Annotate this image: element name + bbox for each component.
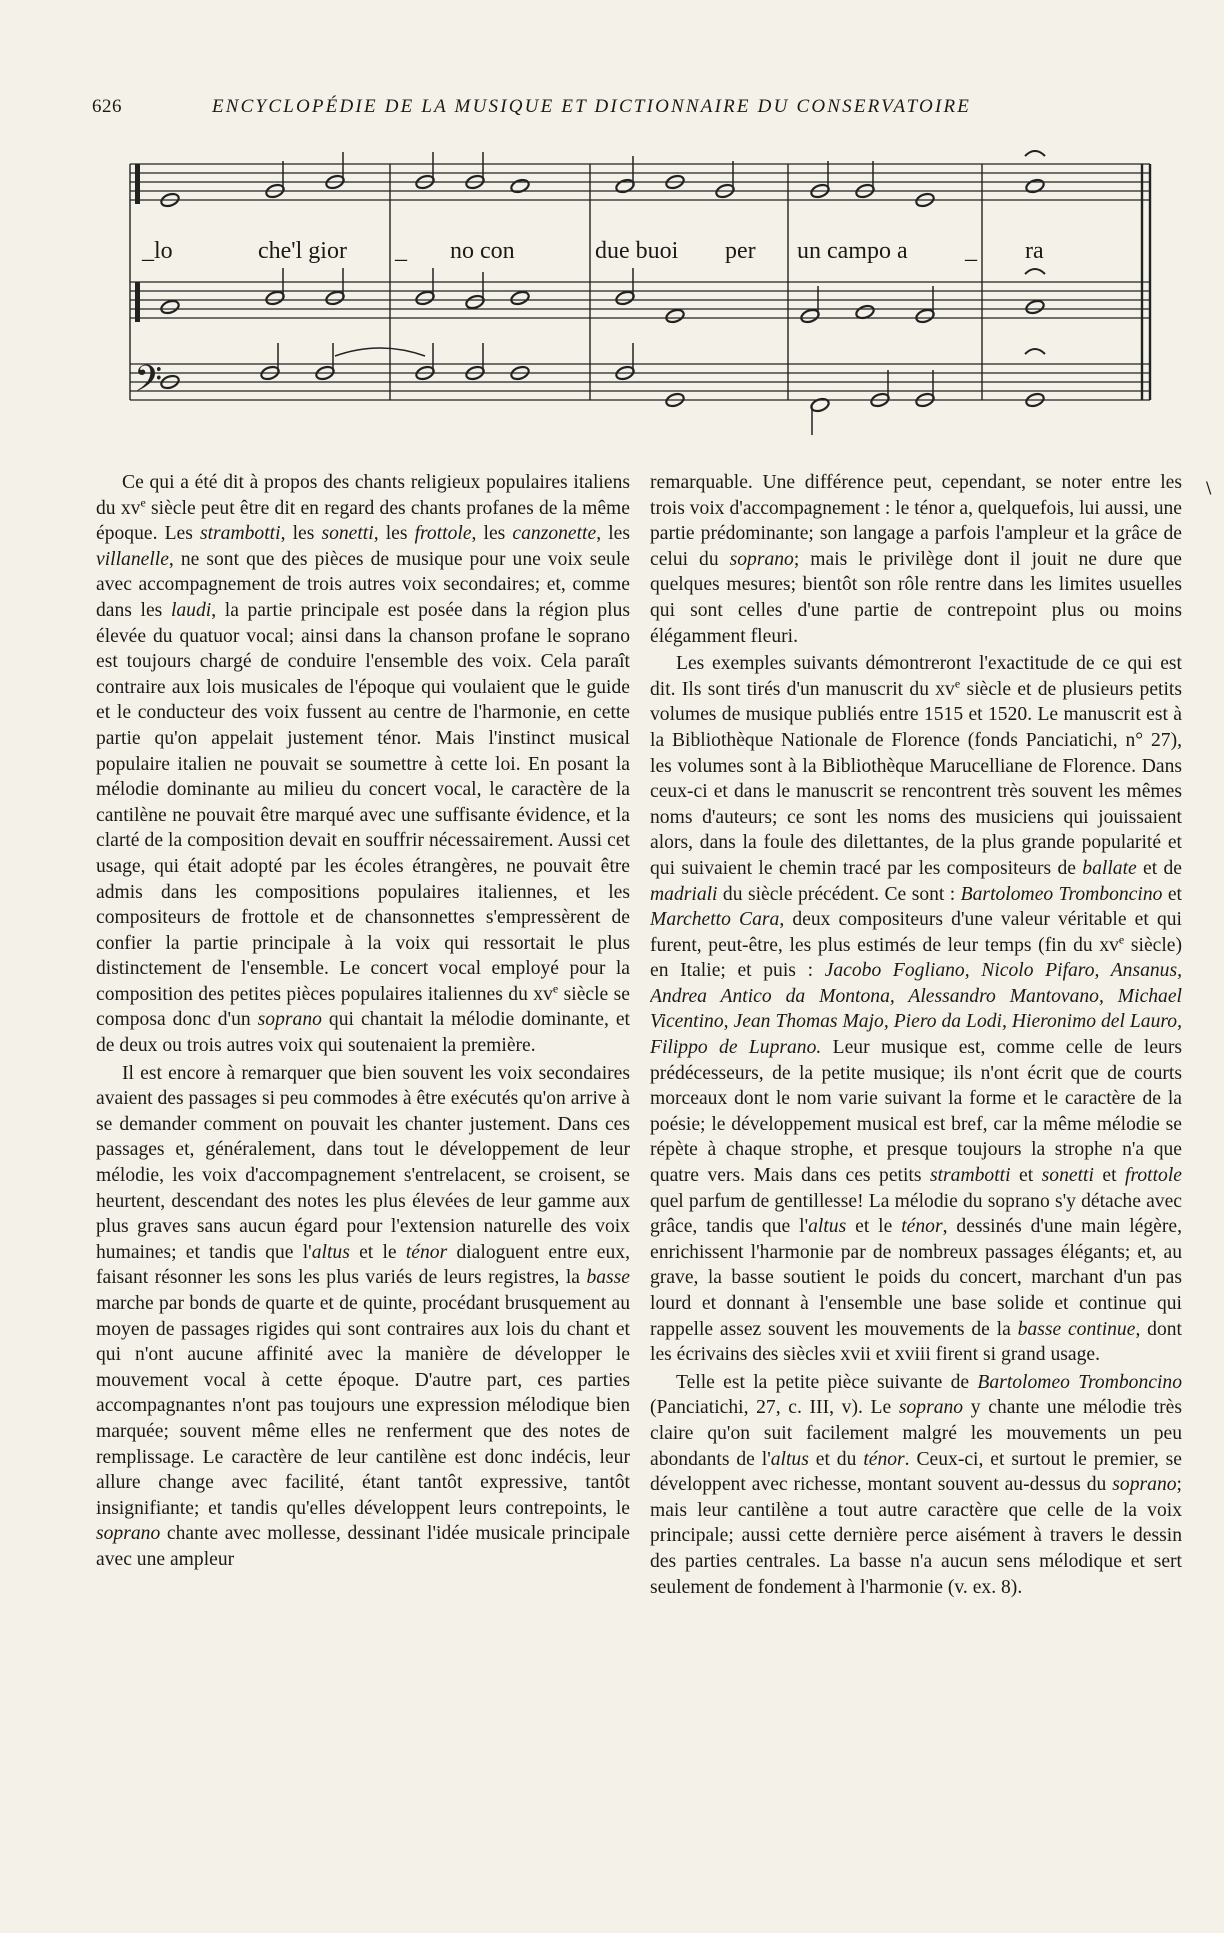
text-run: siècle peut être dit en regard des chants profanes de la même époque. Les bbox=[96, 497, 630, 545]
italic-text: soprano bbox=[257, 1009, 322, 1031]
text-run: quel parfum de gentillesse! La mélodie du soprano s'y détache avec grâce, tandis que l' bbox=[650, 1190, 1182, 1238]
text-run: , la partie principale est posée dans la région plus élevée du quatuor vocal; ainsi dans la chanson profane le soprano est toujours chargé de conduire l'ensemble des voix. Cela paraît contraire aux lois musicales de l'époque qui voulaient que le guide et le conducteur des voix fussent au centre de l'harmonie, en cette partie qu'on appelait justement ténor. Mais l'instinct musical populaire italien ne pouvait se soumettre à cette loi. En posant la mélodie dominante au milieu du concert vocal, le caractère de la cantilène ne pouvait être marqué avec une suffisante évidence, et la clarté de la composition devait en souffrir nécessairement. Aussi cet usage, qui était adopté par les écoles étrangères, ne pouvait être admis dans les compositions populaires italiennes, et les compositeurs de frottole et de chansonnettes s'empressèrent de confier la partie principale à la voix qui ressortait le plus distinctement de l'ensemble. Le concert vocal employé pour la composition des petites pièces populaires italiennes du xv bbox=[96, 599, 630, 1005]
italic-text: madriali bbox=[650, 883, 718, 905]
paragraph bbox=[650, 651, 1182, 1368]
text-run: , ne sont que des pièces de musique pour une voix seule avec accompagnement de trois autres voix secondaires; et, comme dans les bbox=[96, 548, 630, 621]
lyric-syllable: _ bbox=[395, 238, 407, 264]
slur bbox=[335, 348, 425, 356]
margin-mark: \ bbox=[1206, 478, 1212, 497]
text-run: Ce qui a été dit à propos des chants religieux populaires italiens du xv bbox=[96, 472, 630, 519]
note-head bbox=[615, 290, 636, 306]
text-run: , les bbox=[373, 523, 415, 545]
italic-text: ténor bbox=[863, 1448, 905, 1470]
text-run: Il est encore à remarquer que bien souvent les voix secondaires avaient des passages si peu commodes à être exécutés qu'on arrive à se demander comment on pouvait les chanter justement. Dans ces passages et, généralement, dans tout le développement de leur mélodie, les voix d'accompagnement s'entrelacent, se croisent, se heurtent, descendant des notes les plus élevées de leur gamme aux plus graves sans aucun égard pour l'extension naturelle des voix humaines; et tandis que l' bbox=[96, 1062, 630, 1263]
fermata bbox=[1025, 349, 1045, 354]
paragraph bbox=[96, 1061, 630, 1573]
italic-text: basse continue bbox=[1017, 1318, 1136, 1340]
bass-staff bbox=[130, 364, 1150, 400]
superscript: e bbox=[1118, 932, 1125, 947]
superscript: e bbox=[140, 495, 146, 510]
paragraph bbox=[650, 1370, 1182, 1600]
note-head bbox=[665, 308, 686, 324]
italic-text: altus bbox=[311, 1241, 350, 1263]
lyric-syllable: un campo a bbox=[797, 238, 908, 264]
note-head bbox=[325, 290, 346, 306]
clefs bbox=[134, 164, 162, 409]
text-run: Leur musique est, comme celle de leurs prédécesseurs, de la petite musique; ils n'ont écrit que de courts morceaux dont le nom varie suivant la forme et le caractère de la poésie; le développement musical est bref, car la même mélodie se répète à chaque strophe, et presque toujours la strophe n'a que quatre vers. Mais dans ces petits bbox=[650, 1037, 1182, 1187]
note-head bbox=[160, 299, 181, 315]
note-head bbox=[510, 290, 531, 306]
text-run: qui chantait la mélodie dominante, et de deux ou trois autres voix qui soutenaient la première. bbox=[96, 1009, 630, 1057]
lyric-syllable: _ bbox=[965, 238, 977, 264]
note-head bbox=[915, 308, 936, 324]
running-title: ENCYCLOPÉDIE DE LA MUSIQUE ET DICTIONNAIRE DU CONSERVATOIRE bbox=[212, 96, 972, 117]
text-run: , les bbox=[596, 523, 630, 545]
page-number: 626 bbox=[92, 96, 122, 117]
lyric-syllable: ra bbox=[1025, 238, 1044, 264]
italic-text: Bartolomeo Tromboncino bbox=[960, 883, 1163, 905]
note-head bbox=[415, 290, 436, 306]
note-head bbox=[510, 178, 531, 194]
note-head bbox=[1025, 299, 1046, 315]
running-header bbox=[92, 96, 1054, 126]
text-run: ; mais leur cantilène a tout autre caractère que celle de la voix principale; aussi cette dernière perce aisément à travers le dessin des parties centrales. La basse n'a aucun sens mélodique et sert seulement de fondement à l'harmonie (v. ex. 8). bbox=[650, 1474, 1182, 1598]
text-run: dialoguent entre eux, faisant résonner les sons les plus variés de leurs registres, la bbox=[96, 1241, 630, 1289]
note-head bbox=[1025, 178, 1046, 194]
text-run: ; mais le privilège dont il jouit ne dure que quelques mesures; bientôt son rôle rentre dans les limites usuelles qui sont celles d'une partie de contrepoint plus ou moins élégamment fleuri. bbox=[650, 548, 1182, 647]
paragraph bbox=[96, 470, 630, 1059]
superscript: e bbox=[552, 981, 559, 996]
text-run: et de bbox=[1136, 857, 1182, 879]
bass-clef: 𝄢 bbox=[134, 358, 163, 409]
lyrics-row bbox=[141, 238, 1044, 264]
italic-text: ballate bbox=[1082, 857, 1137, 879]
text-run: chante avec mollesse, dessinant l'idée musicale principale avec une ampleur bbox=[96, 1523, 630, 1570]
italic-text: altus bbox=[770, 1448, 809, 1470]
italic-text: ténor bbox=[901, 1216, 943, 1238]
italic-text: strambotti bbox=[929, 1165, 1011, 1187]
italic-text: altus bbox=[808, 1216, 847, 1238]
lyric-syllable: no con bbox=[450, 238, 515, 264]
left-column bbox=[96, 470, 630, 1850]
italic-text: laudi bbox=[170, 599, 212, 621]
italic-text: frottole bbox=[1125, 1165, 1182, 1187]
text-run: , les bbox=[280, 523, 322, 545]
italic-text: soprano bbox=[96, 1523, 161, 1545]
text-run: remarquable. Une différence peut, cependant, se noter entre les trois voix d'accompagnement : le ténor a, quelquefois, lui aussi, une partie prédominante; son langage a parfois l'ampleur et la grâce de celui du bbox=[650, 472, 1182, 570]
text-run: et bbox=[1162, 883, 1182, 905]
text-run: du siècle précédent. Ce sont : bbox=[717, 883, 961, 905]
text-run: et le bbox=[349, 1241, 406, 1263]
italic-text: soprano bbox=[729, 548, 794, 570]
text-run: y chante une mélodie très claire qu'on suit facilement malgré les mouvements un peu abondants de l' bbox=[650, 1397, 1182, 1470]
lyric-syllable: due buoi bbox=[595, 238, 679, 264]
fermata bbox=[1025, 151, 1045, 156]
lyric-syllable: che'l gior bbox=[258, 238, 347, 264]
italic-text: strambotti bbox=[199, 523, 281, 545]
italic-text: villanelle bbox=[96, 548, 169, 570]
note-head bbox=[265, 290, 286, 306]
note-head bbox=[810, 397, 831, 413]
notes bbox=[160, 151, 1046, 435]
lyric-syllable: _lo bbox=[142, 238, 173, 264]
italic-text: Bartolomeo Tromboncino bbox=[977, 1371, 1182, 1393]
italic-text: sonetti bbox=[1041, 1165, 1094, 1187]
music-score bbox=[120, 150, 1160, 450]
c-clef bbox=[135, 282, 140, 322]
text-run: marche par bonds de quarte et de quinte, procédant brusquement au moyen de passages rigides qui sont contraires aux lois du chant et qui n'ont aucune affinité avec la manière de développer le mouvement vocal à cette époque. D'autre part, ces parties accompagnantes n'ont pas toujours une expression mélodique bien marquée; souvent même elles ne renferment que des notes de remplissage. Le caractère de leur cantilène est donc indécis, leur allure change avec facilité, étant tantôt expressive, tantôt insignifiante; et tandis qu'elles développent leurs contrepoints, le bbox=[96, 1293, 630, 1519]
lyric-syllable: per bbox=[725, 238, 756, 264]
italic-text: ténor bbox=[405, 1241, 448, 1263]
text-run: , les bbox=[471, 523, 513, 545]
text-run: , dont les écrivains des siècles xvii et xviii firent si grand usage. bbox=[650, 1318, 1182, 1366]
italic-text: canzonette bbox=[512, 523, 597, 545]
italic-text: sonetti bbox=[321, 523, 374, 545]
italic-text: soprano bbox=[898, 1397, 964, 1419]
superscript: e bbox=[954, 676, 961, 691]
text-run: et le bbox=[846, 1216, 902, 1238]
text-run: (Panciatichi, 27, c. III, v). Le bbox=[650, 1397, 899, 1419]
text-run: et du bbox=[808, 1448, 864, 1470]
text-run: , dessinés d'une main légère, enrichissent l'harmonie par de nombreux passages élégants; et, au grave, la basse soutient le poids du concert, marchant d'un pas lourd et donnant à l'ensemble une base solide et continue qui rappelle assez souvent les mouvements de la bbox=[650, 1216, 1182, 1340]
note-head bbox=[465, 294, 486, 310]
text-run: Les exemples suivants démontreront l'exactitude de ce qui est dit. Ils sont tirés d'un manuscrit du xv bbox=[650, 653, 1182, 700]
text-run: siècle et de plusieurs petits volumes de musique publiés entre 1515 et 1520. Le manuscrit est à la Bibliothèque Nationale de Florence (fonds Panciatichi, n° 27), les volumes sont à la Bibliothèque Marucelliane de Florence. Dans ceux-ci et dans le manuscrit se rencontrent très souvent les mêmes noms d'auteurs; ce sont les noms des musiciens qui jouissaient alors, dans la foule des dilettantes, de la plus grande popularité et qui suivaient le chemin tracé par les compositeurs de bbox=[650, 678, 1182, 879]
text-run: Telle est la petite pièce suivante de bbox=[676, 1371, 978, 1393]
italic-text: frottole bbox=[414, 523, 472, 545]
note-head bbox=[800, 308, 821, 324]
fermata bbox=[1025, 269, 1045, 274]
c-clef bbox=[135, 164, 140, 204]
italic-text: soprano bbox=[1112, 1474, 1177, 1496]
italic-text: Marchetto Cara bbox=[650, 909, 780, 931]
text-run: siècle) en Italie; et puis : bbox=[650, 934, 1182, 982]
text-run: . Ceux-ci, et surtout le premier, se développent avec richesse, montant souvent au-dessus du bbox=[650, 1448, 1182, 1496]
text-run: et bbox=[1010, 1165, 1042, 1187]
text-run: et bbox=[1093, 1165, 1126, 1187]
right-column bbox=[650, 470, 1182, 1850]
text-run: , deux compositeurs d'une valeur véritable et qui furent, peut-être, les plus estimés de leur temps (fin du xv bbox=[650, 909, 1182, 956]
italic-text: basse bbox=[586, 1267, 630, 1289]
italic-text: Jacobo Fogliano, Nicolo Pifaro, Ansanus, Andrea Antico da Montona, Alessandro Mantovano, Michael Vicentino, Jean Thomas Majo, Piero da Lodi, Hieronimo del Lauro, Filippo de Luprano. bbox=[650, 960, 1182, 1059]
text-run: siècle se composa donc d'un bbox=[96, 983, 630, 1031]
paragraph bbox=[650, 470, 1182, 649]
note-head bbox=[615, 178, 636, 194]
